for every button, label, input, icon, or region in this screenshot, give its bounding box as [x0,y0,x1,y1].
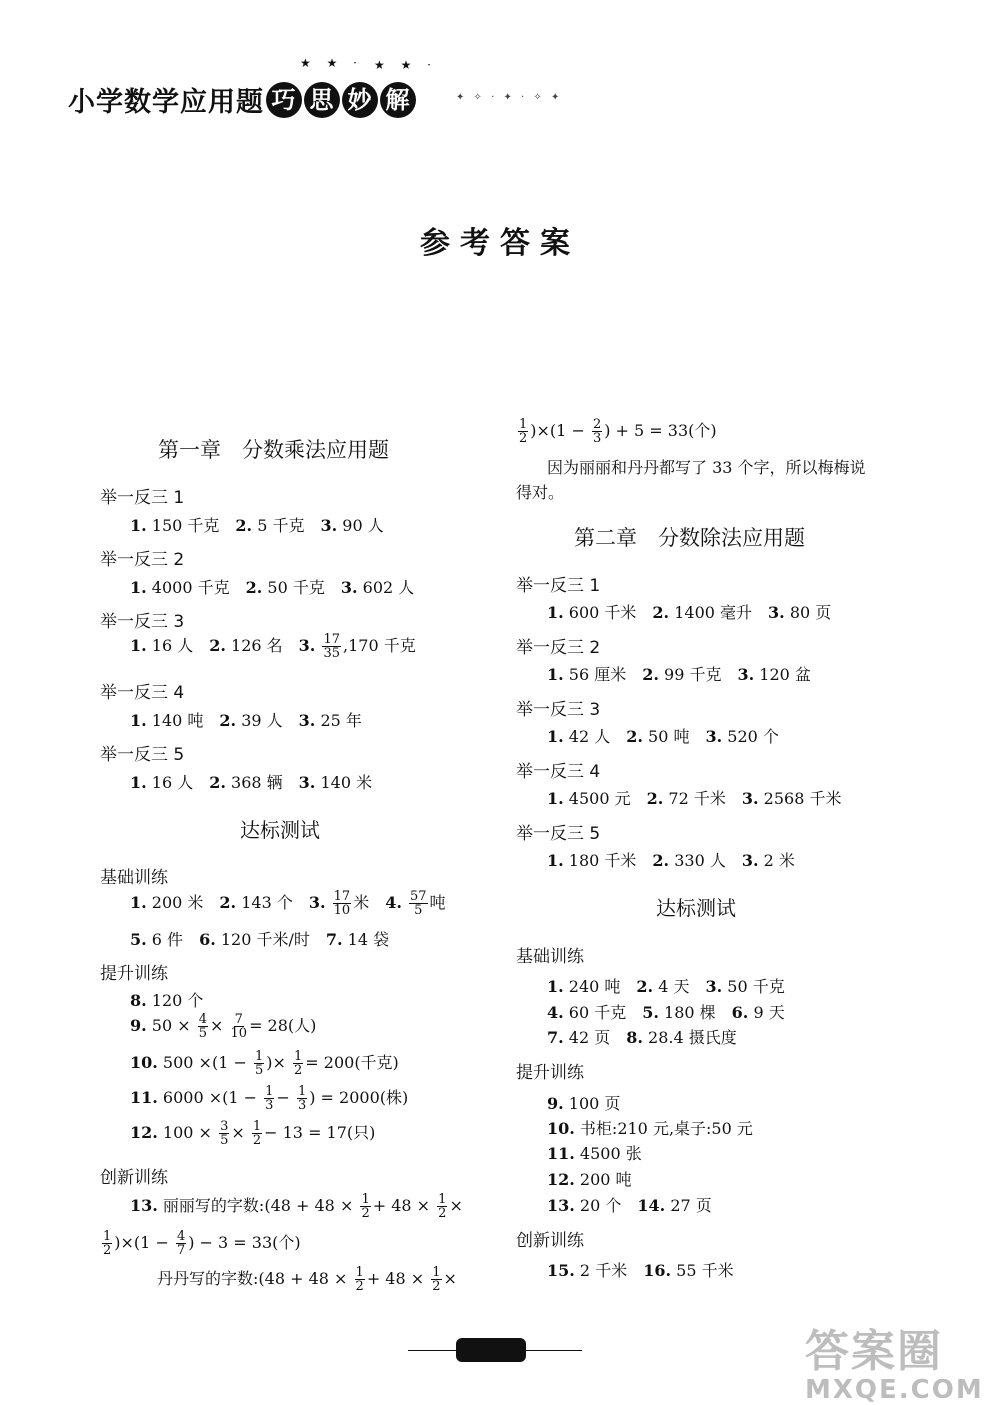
left-adv-8: 8. 120 个 [130,991,204,1010]
fraction: $\frac{1}{2}$ [361,1192,370,1221]
right-adv-13-14: 13. 20 个 14. 27 页 [547,1196,712,1215]
left-s4-answers: 1. 140 吨 2. 39 人 3. 25 年 [130,711,362,730]
chapter-2-heading: 第二章 分数除法应用题 [574,526,805,550]
left-adv-11: 11. 6000 ×(1 − $\frac{1}{3}$ − $\frac{1}{3}$ ) = 2000(株) [130,1084,409,1113]
star-icon-group-2: ★ ★ · [374,58,437,72]
right-basic-line-2: 4. 60 千克 5. 180 棵 6. 9 天 [547,1003,785,1022]
left-adv-10: 10. 500 ×(1 − $\frac{1}{5}$ )× $\frac{1}{2}$ = 200(千克) [130,1049,399,1078]
fraction: $\frac{1}{5}$ [254,1049,264,1078]
fraction: $\frac{1}{3}$ [297,1084,307,1113]
fraction: $\frac{17}{35}$ [323,632,341,661]
left-s5-answers: 1. 16 人 2. 368 辆 3. 140 米 [130,773,373,792]
left-basic-line-1: 1. 200 米 2. 143 个 3. $\frac{17}{10}$ 米 4. $\frac{57}{5}$ 吨 [130,889,446,918]
fraction: $\frac{1}{2}$ [519,417,528,446]
title-badge-2: 思 [304,82,340,118]
left-s4-heading: 举一反三 4 [100,683,185,703]
left-adv-12: 12. 100 × $\frac{3}{5}$ × $\frac{1}{2}$ − 13 = 17(只) [130,1119,376,1148]
left-basic-line-2: 5. 6 件 6. 120 千米/时 7. 14 袋 [130,930,390,949]
fraction: $\frac{1}{2}$ [294,1049,303,1078]
left-adv-9: 9. 50 × $\frac{4}{5}$ × $\frac{7}{10}$ = 28(人) [130,1012,317,1041]
right-test-heading: 达标测试 [656,896,736,920]
left-s3-answers: 1. 16 人 2. 126 名 3. $\frac{17}{35}$ ,170 千克 [130,632,416,661]
left-s5-heading: 举一反三 5 [100,745,185,765]
right-s5-answers: 1. 180 千米 2. 330 人 3. 2 米 [547,851,795,870]
fraction: $\frac{1}{3}$ [265,1084,274,1113]
page-title: 参考答案 [420,226,580,261]
fraction: $\frac{3}{5}$ [220,1119,229,1148]
right-adv-11: 11. 4500 张 [547,1144,642,1163]
right-basic-heading: 基础训练 [516,947,584,967]
footer-rule-right [526,1350,582,1351]
star-icon-group-1: ★ ★ · [300,56,363,70]
fraction: $\frac{1}{2}$ [432,1265,441,1294]
left-test-heading: 达标测试 [240,818,320,842]
fraction: $\frac{4}{7}$ [176,1229,186,1258]
fraction: $\frac{57}{5}$ [410,889,427,918]
right-inn-15-16: 15. 2 千米 16. 55 千米 [547,1261,734,1280]
page-number-badge [456,1338,526,1362]
title-badge-1: 巧 [266,82,302,118]
left-s2-heading: 举一反三 2 [100,550,185,570]
fraction: $\frac{1}{2}$ [103,1229,112,1258]
fraction: $\frac{1}{2}$ [355,1265,364,1294]
fraction: $\frac{7}{10}$ [230,1012,248,1041]
right-s5-heading: 举一反三 5 [516,824,601,844]
left-inn-13-line-1: 13. 丽丽写的字数:(48 + 48 × $\frac{1}{2}$ + 48 × $\frac{1}{2}$ × [130,1192,463,1221]
left-s2-answers: 1. 4000 千克 2. 50 千克 3. 602 人 [130,578,415,597]
right-inn-heading: 创新训练 [516,1231,584,1251]
left-inn-heading: 创新训练 [100,1168,168,1188]
right-s3-heading: 举一反三 3 [516,700,601,720]
sparkle-icon: ✦ ✧ · ✦ · ✧ ✦ [456,92,563,103]
right-s1-answers: 1. 600 千米 2. 1400 毫升 3. 80 页 [547,603,832,622]
fraction: $\frac{1}{2}$ [252,1119,262,1148]
footer-rule-left [408,1350,456,1351]
book-header [68,80,416,119]
left-inn-13-line-3: 丹丹写的字数:(48 + 48 × $\frac{1}{2}$ + 48 × $\frac{1}{2}$ × [157,1265,457,1294]
right-continuation-line-1: $\frac{1}{2}$ )×(1 − $\frac{2}{3}$ ) + 5 = 33(个) [519,417,717,446]
watermark-logo: 答案圈 MXQE.COM [805,1326,984,1405]
left-s1-answers: 1. 150 千克 2. 5 千克 3. 90 人 [130,516,384,535]
left-inn-13-line-2: $\frac{1}{2}$ )×(1 − $\frac{4}{7}$ ) − 3 = 33(个) [103,1229,301,1258]
right-s2-heading: 举一反三 2 [516,638,601,658]
fraction: $\frac{2}{3}$ [592,417,602,446]
left-s1-heading: 举一反三 1 [100,488,185,508]
book-title: 小学数学应用题 [68,87,264,118]
chapter-1-heading: 第一章 分数乘法应用题 [158,438,389,462]
right-s4-heading: 举一反三 4 [516,762,601,782]
left-adv-heading: 提升训练 [100,964,168,984]
fraction: $\frac{1}{2}$ [438,1192,447,1221]
right-adv-heading: 提升训练 [516,1063,584,1083]
right-s1-heading: 举一反三 1 [516,576,601,596]
right-continuation-line-2: 因为丽丽和丹丹都写了 33 个字，所以梅梅说 [547,458,866,477]
fraction: $\frac{17}{10}$ [333,889,351,918]
right-adv-9: 9. 100 页 [547,1094,621,1113]
right-s3-answers: 1. 42 人 2. 50 吨 3. 520 个 [547,727,779,746]
right-adv-10: 10. 书柜:210 元,桌子:50 元 [547,1119,753,1138]
right-s2-answers: 1. 56 厘米 2. 99 千克 3. 120 盆 [547,665,811,684]
left-s3-heading: 举一反三 3 [100,612,185,632]
fraction: $\frac{4}{5}$ [198,1012,208,1041]
title-badge-4: 解 [380,82,416,118]
right-basic-line-1: 1. 240 吨 2. 4 天 3. 50 千克 [547,977,785,996]
right-s4-answers: 1. 4500 元 2. 72 千米 3. 2568 千米 [547,789,842,808]
title-badge-3: 妙 [342,82,378,118]
left-basic-heading: 基础训练 [100,868,168,888]
right-continuation-line-3: 得对。 [516,483,565,502]
right-basic-line-3: 7. 42 页 8. 28.4 摄氏度 [547,1028,737,1047]
right-adv-12: 12. 200 吨 [547,1170,632,1189]
